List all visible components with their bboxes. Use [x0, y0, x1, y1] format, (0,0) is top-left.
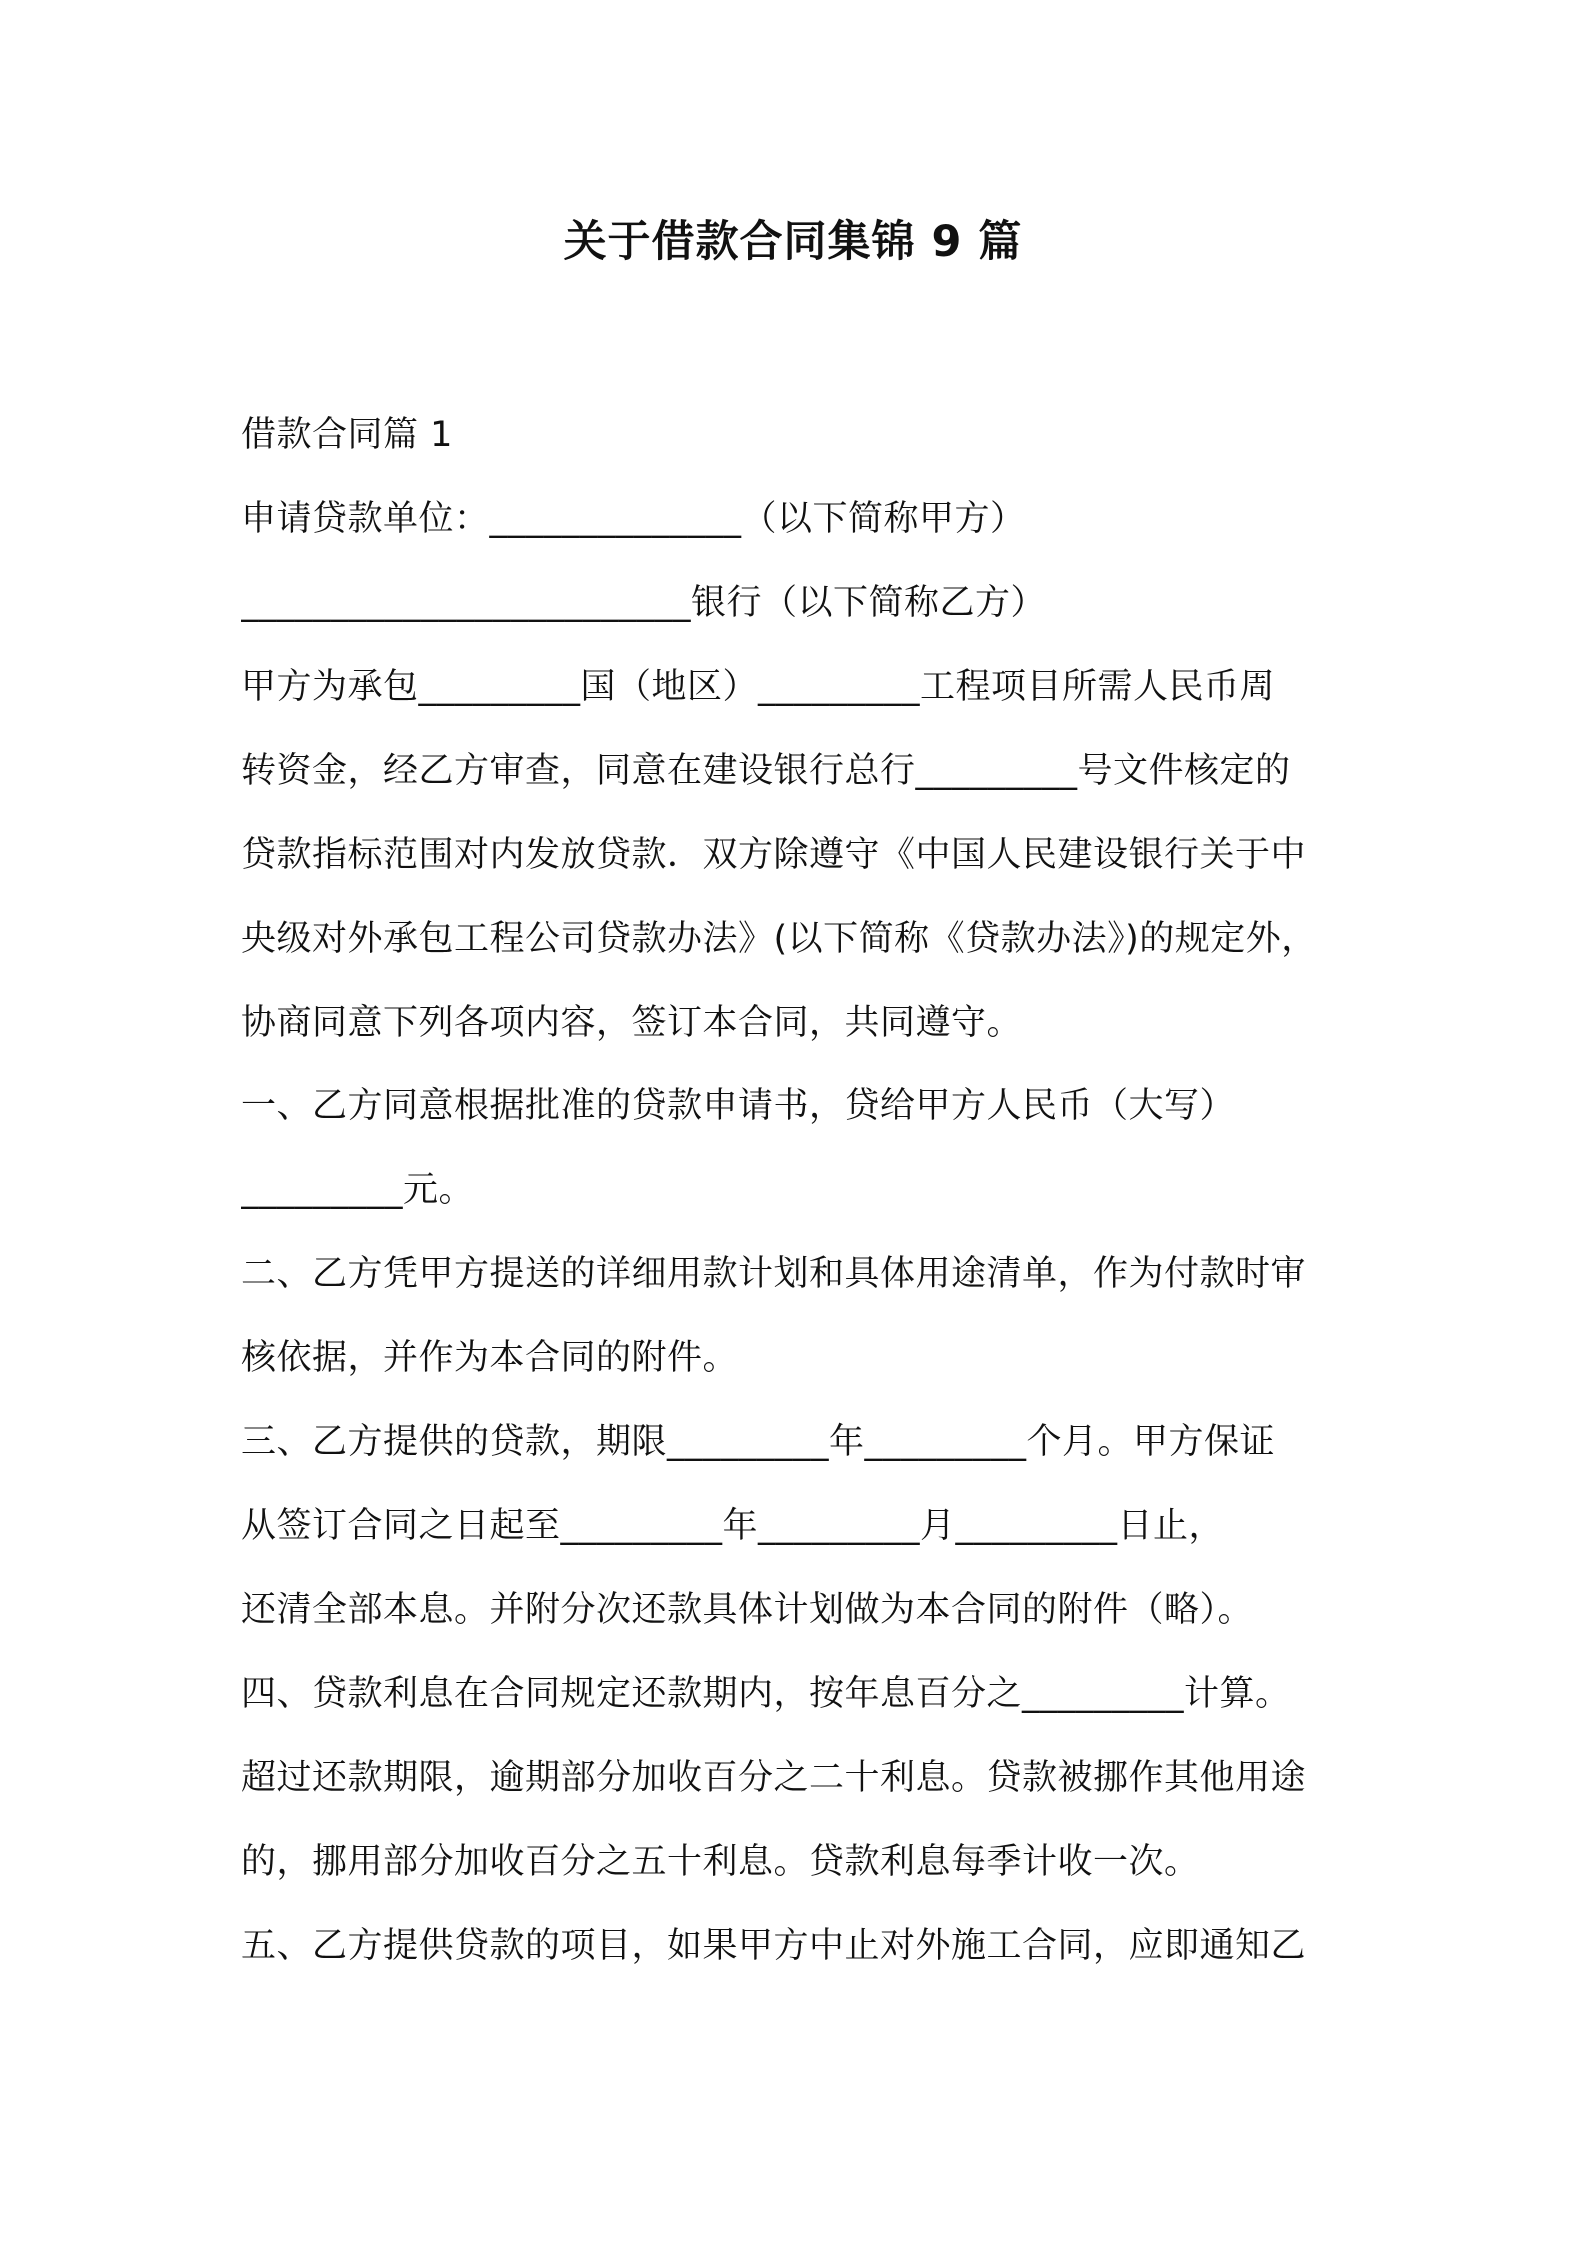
text-line: 三、乙方提供的贷款，期限_________年_________个月。甲方保证: [241, 1422, 1276, 1462]
text-line: 转资金，经乙方审查，同意在建设银行总行_________号文件核定的: [241, 751, 1291, 791]
text-line: 一、乙方同意根据批准的贷款申请书，贷给甲方人民币（大写）: [241, 1086, 1236, 1126]
text-line: 的，挪用部分加收百分之五十利息。贷款利息每季计收一次。: [241, 1842, 1200, 1882]
text-line: 五、乙方提供贷款的项目，如果甲方中止对外施工合同，应即通知乙: [241, 1926, 1307, 1966]
text-line: _________元。: [241, 1170, 475, 1210]
text-line: 核依据，并作为本合同的附件。: [241, 1338, 739, 1378]
text-line: 央级对外承包工程公司贷款办法》(以下简称《贷款办法》)的规定外，: [241, 919, 1317, 959]
text-line: 协商同意下列各项内容，签订本合同，共同遵守。: [241, 1003, 1023, 1043]
text-line: 二、乙方凭甲方提送的详细用款计划和具体用途清单，作为付款时审: [241, 1254, 1307, 1294]
text-line: 还清全部本息。并附分次还款具体计划做为本合同的附件（略）。: [241, 1590, 1254, 1630]
document-title: 关于借款合同集锦 9 篇: [563, 217, 1023, 267]
text-line: _________________________银行（以下简称乙方）: [241, 583, 1047, 623]
section-heading: 借款合同篇 1: [241, 415, 453, 455]
text-line: 申请贷款单位：______________（以下简称甲方）: [241, 499, 1026, 539]
text-line: 超过还款期限，逾期部分加收百分之二十利息。贷款被挪作其他用途: [241, 1758, 1307, 1798]
text-line: 四、贷款利息在合同规定还款期内，按年息百分之_________计算。: [241, 1674, 1291, 1714]
text-line: 从签订合同之日起至_________年_________月_________日止，: [241, 1506, 1225, 1546]
text-line: 甲方为承包_________国（地区）_________工程项目所需人民币周: [241, 667, 1276, 707]
text-line: 贷款指标范围对内发放贷款．双方除遵守《中国人民建设银行关于中: [241, 835, 1307, 875]
